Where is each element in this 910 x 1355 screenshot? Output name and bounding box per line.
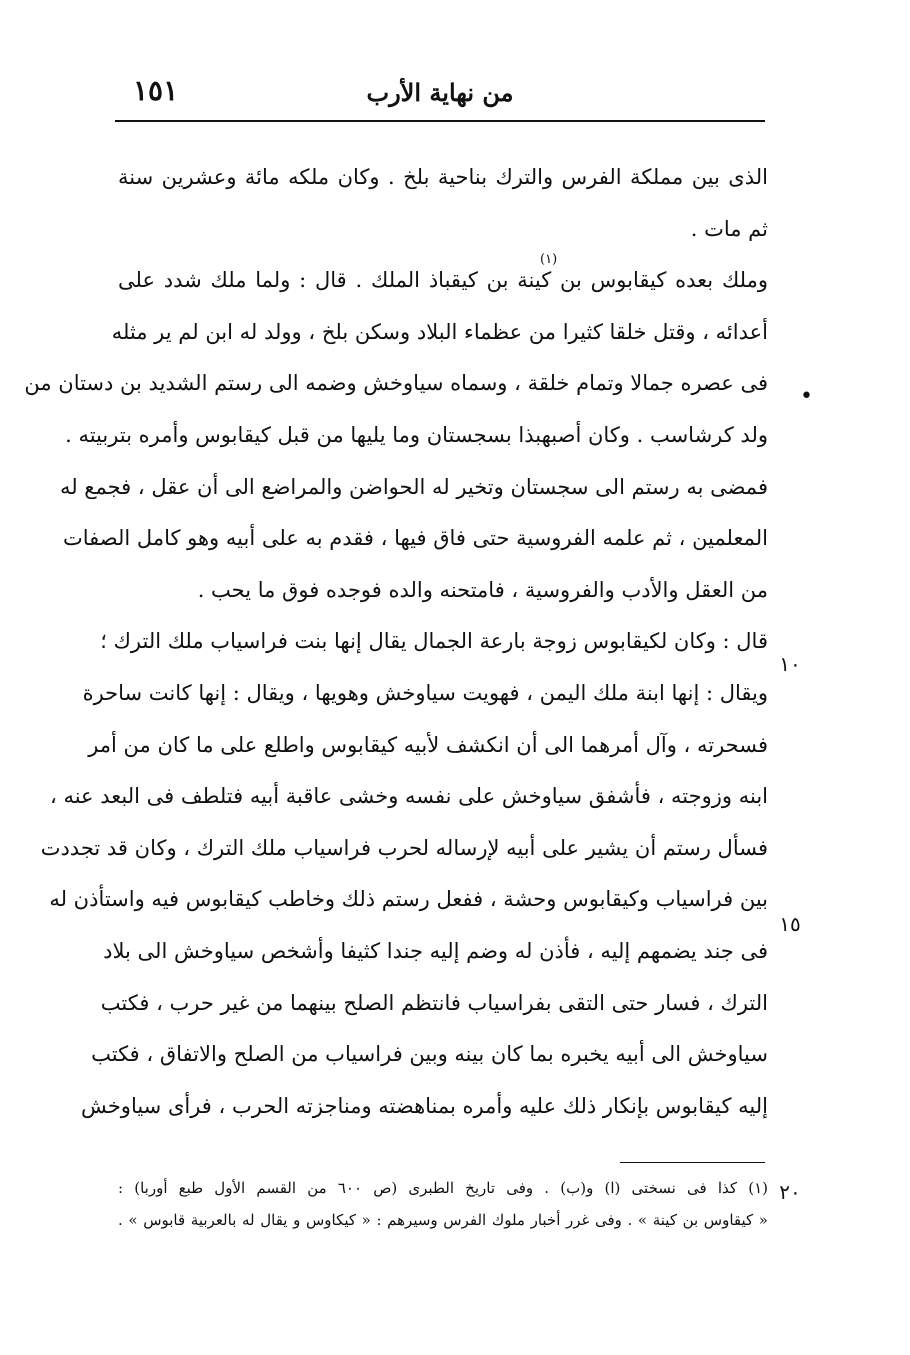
text-line: وملك بعده كيقابوس بن كينة بن كيقباذ الملك . قال : ولما ملك شدد على <box>118 268 768 293</box>
page-number: ١٥١ <box>133 74 179 107</box>
running-title: من نهاية الأرب <box>366 78 514 107</box>
line-number-marker: ١٥ <box>779 912 801 936</box>
text-line: بين فراسياب وكيقابوس وحشة ، ففعل رستم ذلك وخاطب كيقابوس فيه واستأذن له <box>49 887 768 912</box>
text-line: ويقال : إنها ابنة ملك اليمن ، فهويت سياوخش وهويها ، ويقال : إنها كانت ساحرة <box>82 680 768 705</box>
text-line: فى عصره جمالا وتمام خلقة ، وسماه سياوخش وضمه الى رستم الشديد بن دستان من <box>24 371 768 396</box>
text-line: من العقل والأدب والفروسية ، فامتحنه والده فوجده فوق ما يحب . <box>197 577 768 602</box>
text-line: فى جند يضمهم إليه ، فأذن له وضم إليه جندا كثيفا وأشخص سياوخش الى بلاد <box>103 938 768 963</box>
text-line: فمضى به رستم الى سجستان وتخير له الحواضن والمراضع الى أن عقل ، فجمع له <box>59 474 768 499</box>
body-text <box>24 152 768 1132</box>
footnote-reference-marker: (١) <box>540 252 558 267</box>
text-line: فسحرته ، وآل أمرهما الى أن انكشف لأبيه كيقابوس واطلع على ما كان من أمر <box>88 732 768 757</box>
text-line: إليه كيقابوس بإنكار ذلك عليه وأمره بمناهضته ومناجزته الحرب ، فرأى سياوخش <box>81 1093 768 1118</box>
margin-dot: • <box>800 384 813 409</box>
text-line: فسأل رستم أن يشير على أبيه لإرساله لحرب فراسياب ملك الترك ، وكان قد تجددت <box>40 835 768 860</box>
text-line: الذى بين مملكة الفرس والترك بناحية بلخ . وكان ملكه مائة وعشرين سنة <box>118 165 768 189</box>
text-line: ولد كرشاسب . وكان أصبهبذا بسجستان وما يليها من قبل كيقابوس وأمره بتربيته . <box>65 422 768 447</box>
footnote-rule <box>620 1162 765 1163</box>
header-rule <box>115 120 765 122</box>
text-line: ثم مات . <box>690 216 768 241</box>
text-line: أعدائه ، وقتل خلقا كثيرا من عظماء البلاد وسكن بلخ ، وولد له ابن لم ير مثله <box>111 319 768 344</box>
text-line: قال : وكان لكيقابوس زوجة بارعة الجمال يقال إنها بنت فراسياب ملك الترك ؛ <box>100 629 768 654</box>
page-header <box>115 68 765 112</box>
text-line: سياوخش الى أبيه يخبره بما كان بينه وبين فراسياب من الصلح والاتفاق ، فكتب <box>91 1042 768 1067</box>
line-number-marker: ٢٠ <box>779 1180 801 1204</box>
footnotes <box>118 1172 768 1236</box>
line-number-marker: ١٠ <box>779 652 801 676</box>
text-line: الترك ، فسار حتى التقى بفراسياب فانتظم الصلح بينهما من غير حرب ، فكتب <box>100 990 768 1015</box>
footnote-line: « كيقاوس بن كينة » . وفى غرر أخبار ملوك الفرس وسيرهم : « كيكاوس و يقال له بالعربية قابوس » . <box>118 1211 768 1229</box>
text-line: ابنه وزوجته ، فأشفق سياوخش على نفسه وخشى عاقبة أبيه فتلطف فى البعد عنه ، <box>49 784 768 809</box>
text-line: المعلمين ، ثم علمه الفروسية حتى فاق فيها ، فقدم به على أبيه وهو كامل الصفات <box>63 526 768 551</box>
footnote-line: (١) كذا فى نسختى (ا) و(ب) . وفى تاريخ الطبرى (ص ٦٠٠ من القسم الأول طبع أوربا) : <box>118 1179 769 1197</box>
